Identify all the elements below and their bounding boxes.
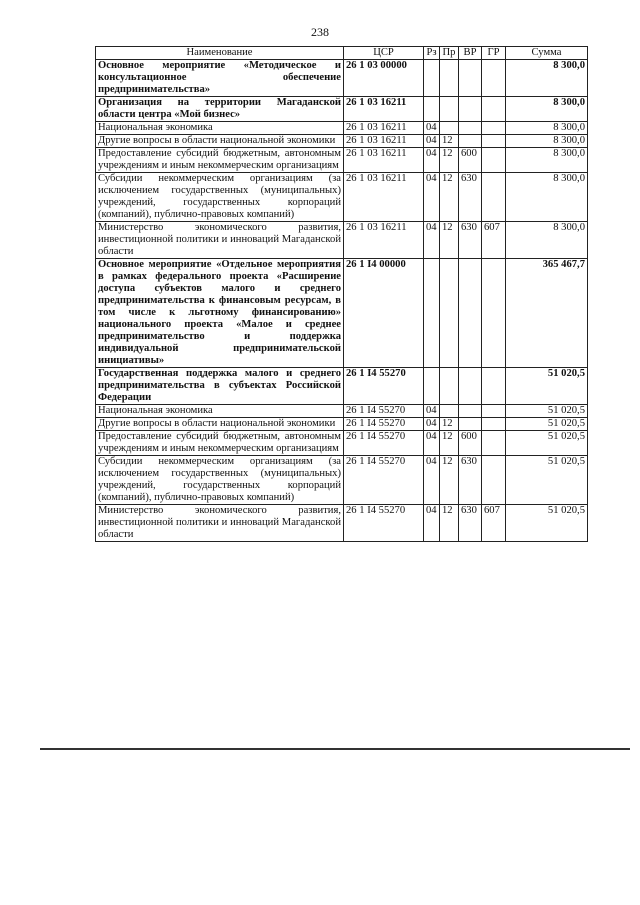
header-name: Наименование — [96, 47, 344, 60]
cell-gr — [482, 418, 506, 431]
cell-gr — [482, 368, 506, 405]
cell-name: Основное мероприятие «Методическое и консультационное обеспечение предпринимательства» — [96, 60, 344, 97]
cell-gr — [482, 135, 506, 148]
cell-vr: 600 — [459, 148, 482, 173]
cell-sum: 8 300,0 — [506, 135, 588, 148]
cell-name: Организация на территории Магаданской области центра «Мой бизнес» — [96, 97, 344, 122]
cell-vr — [459, 122, 482, 135]
cell-pr — [440, 259, 459, 368]
cell-gr — [482, 60, 506, 97]
cell-csr: 26 1 03 16211 — [344, 148, 424, 173]
cell-pr — [440, 60, 459, 97]
table-row — [96, 259, 588, 368]
cell-pr — [440, 97, 459, 122]
table-header-row — [96, 47, 588, 60]
cell-vr — [459, 405, 482, 418]
cell-pr: 12 — [440, 456, 459, 505]
cell-name: Национальная экономика — [96, 405, 344, 418]
table-body — [96, 60, 588, 542]
cell-sum: 51 020,5 — [506, 456, 588, 505]
cell-rz: 04 — [424, 456, 440, 505]
cell-sum: 8 300,0 — [506, 60, 588, 97]
cell-csr: 26 1 03 16211 — [344, 97, 424, 122]
cell-sum: 51 020,5 — [506, 418, 588, 431]
cell-sum: 8 300,0 — [506, 222, 588, 259]
cell-csr: 26 1 I4 55270 — [344, 456, 424, 505]
cell-vr — [459, 259, 482, 368]
cell-vr — [459, 418, 482, 431]
table-row — [96, 97, 588, 122]
cell-csr: 26 1 03 16211 — [344, 173, 424, 222]
cell-rz — [424, 60, 440, 97]
cell-gr: 607 — [482, 505, 506, 542]
cell-csr: 26 1 03 00000 — [344, 60, 424, 97]
cell-rz: 04 — [424, 222, 440, 259]
cell-pr: 12 — [440, 418, 459, 431]
cell-sum: 8 300,0 — [506, 97, 588, 122]
cell-vr — [459, 368, 482, 405]
table-row — [96, 418, 588, 431]
table-row — [96, 135, 588, 148]
cell-csr: 26 1 03 16211 — [344, 222, 424, 259]
header-rz: Рз — [424, 47, 440, 60]
cell-csr: 26 1 I4 55270 — [344, 505, 424, 542]
table-row — [96, 122, 588, 135]
cell-name: Национальная экономика — [96, 122, 344, 135]
cell-pr: 12 — [440, 148, 459, 173]
cell-name: Предоставление субсидий бюджетным, автономным учреждениям и иным некоммерческим организациям — [96, 148, 344, 173]
cell-csr: 26 1 I4 55270 — [344, 405, 424, 418]
header-vr: ВР — [459, 47, 482, 60]
cell-gr — [482, 148, 506, 173]
table-row — [96, 505, 588, 542]
cell-pr: 12 — [440, 505, 459, 542]
cell-sum: 51 020,5 — [506, 405, 588, 418]
table-row — [96, 173, 588, 222]
cell-rz — [424, 368, 440, 405]
cell-gr — [482, 405, 506, 418]
cell-rz: 04 — [424, 122, 440, 135]
cell-csr: 26 1 I4 55270 — [344, 418, 424, 431]
cell-sum: 51 020,5 — [506, 368, 588, 405]
cell-pr: 12 — [440, 135, 459, 148]
cell-vr: 630 — [459, 505, 482, 542]
cell-vr — [459, 97, 482, 122]
cell-name: Другие вопросы в области национальной экономики — [96, 135, 344, 148]
cell-gr — [482, 122, 506, 135]
table-row — [96, 148, 588, 173]
budget-table — [95, 46, 588, 542]
cell-rz — [424, 97, 440, 122]
cell-vr: 600 — [459, 431, 482, 456]
header-csr: ЦСР — [344, 47, 424, 60]
cell-sum: 365 467,7 — [506, 259, 588, 368]
cell-vr: 630 — [459, 173, 482, 222]
table-row — [96, 222, 588, 259]
table-row — [96, 456, 588, 505]
cell-rz: 04 — [424, 505, 440, 542]
cell-pr: 12 — [440, 222, 459, 259]
cell-sum: 51 020,5 — [506, 505, 588, 542]
cell-vr: 630 — [459, 456, 482, 505]
cell-pr: 12 — [440, 431, 459, 456]
cell-rz — [424, 259, 440, 368]
cell-name: Субсидии некоммерческим организациям (за исключением государственных (муниципальных) учреждений, государственных корпораций (компаний), публично-правовых компаний) — [96, 173, 344, 222]
table-row — [96, 368, 588, 405]
cell-name: Другие вопросы в области национальной экономики — [96, 418, 344, 431]
table-row — [96, 60, 588, 97]
cell-rz: 04 — [424, 418, 440, 431]
cell-pr — [440, 368, 459, 405]
cell-rz: 04 — [424, 148, 440, 173]
header-pr: Пр — [440, 47, 459, 60]
cell-name: Государственная поддержка малого и среднего предпринимательства в субъектах Российской Федерации — [96, 368, 344, 405]
cell-csr: 26 1 03 16211 — [344, 122, 424, 135]
header-sum: Сумма — [506, 47, 588, 60]
cell-gr — [482, 97, 506, 122]
cell-rz: 04 — [424, 405, 440, 418]
table-row — [96, 405, 588, 418]
cell-name: Субсидии некоммерческим организациям (за исключением государственных (муниципальных) учреждений, государственных корпораций (компаний), публично-правовых компаний) — [96, 456, 344, 505]
cell-rz: 04 — [424, 135, 440, 148]
cell-rz: 04 — [424, 173, 440, 222]
header-gr: ГР — [482, 47, 506, 60]
page-number: 238 — [311, 25, 329, 39]
cell-pr: 12 — [440, 173, 459, 222]
cell-sum: 8 300,0 — [506, 122, 588, 135]
cell-vr — [459, 60, 482, 97]
cell-csr: 26 1 I4 00000 — [344, 259, 424, 368]
cell-gr — [482, 173, 506, 222]
cell-name: Министерство экономического развития, инвестиционной политики и инноваций Магаданской области — [96, 222, 344, 259]
cell-gr — [482, 456, 506, 505]
cell-vr — [459, 135, 482, 148]
cell-pr — [440, 405, 459, 418]
cell-csr: 26 1 03 16211 — [344, 135, 424, 148]
cell-gr — [482, 431, 506, 456]
cell-sum: 8 300,0 — [506, 173, 588, 222]
cell-name: Министерство экономического развития, инвестиционной политики и инноваций Магаданской области — [96, 505, 344, 542]
cell-rz: 04 — [424, 431, 440, 456]
cell-csr: 26 1 I4 55270 — [344, 431, 424, 456]
cell-sum: 8 300,0 — [506, 148, 588, 173]
cell-name: Основное мероприятие «Отдельное мероприятия в рамках федерального проекта «Расширение доступа субъектов малого и среднего предпринимательства к финансовым ресурсам, в том числе к льготному финансированию» национального проекта «Малое и среднее предпринимательство и поддержка индивидуальной предпринимательской инициативы» — [96, 259, 344, 368]
cell-gr: 607 — [482, 222, 506, 259]
cell-vr: 630 — [459, 222, 482, 259]
table-row — [96, 431, 588, 456]
cell-sum: 51 020,5 — [506, 431, 588, 456]
cell-name: Предоставление субсидий бюджетным, автономным учреждениям и иным некоммерческим организациям — [96, 431, 344, 456]
cell-pr — [440, 122, 459, 135]
page-bottom-rule — [40, 748, 630, 750]
cell-gr — [482, 259, 506, 368]
cell-csr: 26 1 I4 55270 — [344, 368, 424, 405]
